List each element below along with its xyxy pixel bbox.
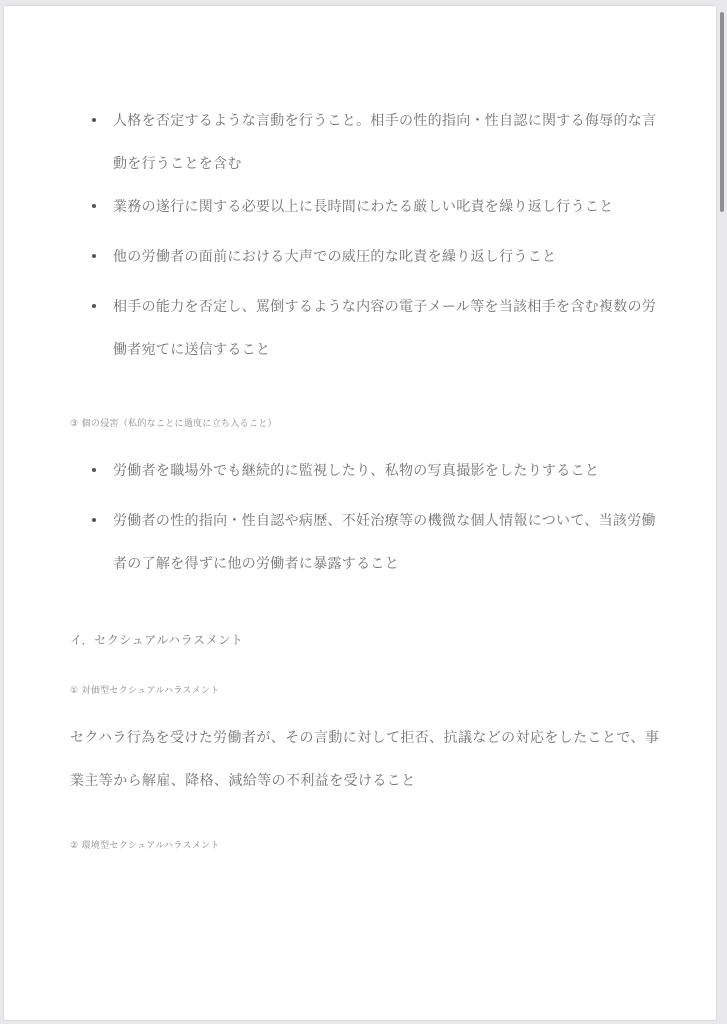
bullet-icon	[92, 204, 96, 208]
subheading-privacy-invasion: ③ 個の侵害（私的なことに過度に立ち入ること）	[70, 419, 277, 429]
quid-pro-quo-description: セクハラ行為を受けた労働者が、その言動に対して拒否、抗議などの対応をしたことで、事業主等から解雇、降格、減給等の不利益を受けること	[70, 730, 660, 789]
subheading-hostile-environment: ② 環境型セクシュアルハラスメント	[70, 841, 220, 851]
bullet-icon	[92, 254, 96, 258]
document-page	[4, 6, 716, 1020]
privacy-invasion-examples-list	[4, 450, 716, 586]
scrollbar-thumb[interactable]	[720, 12, 724, 212]
list-item: 業務の遂行に関する必要以上に長時間にわたる厳しい叱責を繰り返し行うこと	[4, 186, 716, 229]
list-item: 労働者の性的指向・性自認や病歴、不妊治療等の機微な個人情報について、当該労働者の了解を得ずに他の労働者に暴露すること	[4, 500, 716, 586]
list-item: 他の労働者の面前における大声での威圧的な叱責を繰り返し行うこと	[4, 236, 716, 279]
bullet-icon	[92, 518, 96, 522]
power-harassment-examples-list	[4, 100, 716, 372]
section-title-sexual-harassment: イ．セクシュアルハラスメント	[70, 633, 244, 647]
bullet-icon	[92, 468, 96, 472]
bullet-icon	[92, 304, 96, 308]
subheading-quid-pro-quo: ① 対価型セクシュアルハラスメント	[70, 686, 220, 696]
list-item: 人格を否定するような言動を行うこと。相手の性的指向・性自認に関する侮辱的な言動を行うことを含む	[4, 100, 716, 186]
scrollbar[interactable]	[718, 6, 726, 1020]
bullet-icon	[92, 118, 96, 122]
list-item: 相手の能力を否定し、罵倒するような内容の電子メール等を当該相手を含む複数の労働者宛てに送信すること	[4, 286, 716, 372]
list-item: 労働者を職場外でも継続的に監視したり、私物の写真撮影をしたりすること	[4, 450, 716, 493]
